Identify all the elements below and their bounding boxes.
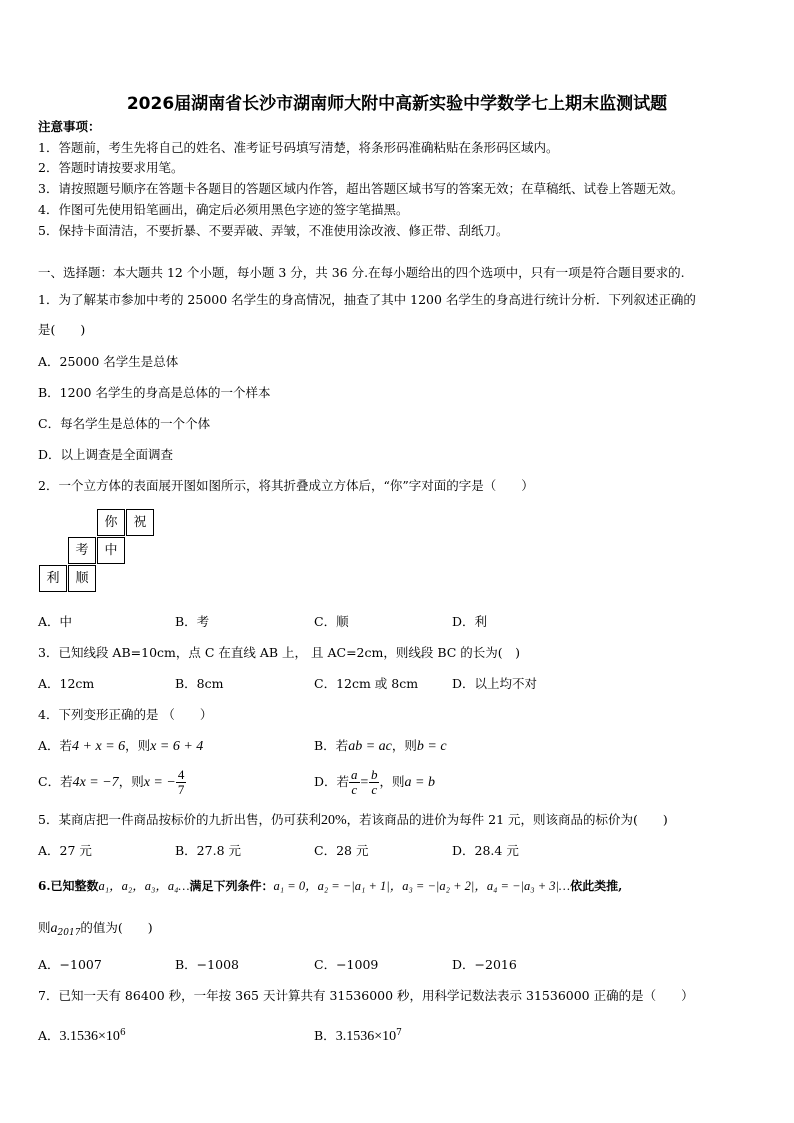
q7-b-prefix: B． [314,1028,336,1043]
q5-option-a: A．27 元 [38,843,92,858]
q2-stem: 2．一个立方体的表面展开图如图所示，将其折叠成立方体后，“你”字对面的字是（ ） [38,478,534,493]
q4-option-b [314,738,447,755]
q4-c-equation: 4x = −7 [72,775,119,790]
page-title: 2026届湖南省长沙市湖南师大附中高新实验中学数学七上期末监测试题 [126,94,668,114]
q2-option-a: A．中 [38,614,73,629]
q1-stem-line2: 是( ) [38,322,86,337]
q1-stem-line1: 1．为了解某市参加中考的 25000 名学生的身高情况，抽查了其中 1200 名学生的身高进行统计分析．下列叙述正确的 [38,292,696,307]
q3-option-d: D．以上均不对 [452,676,538,691]
q4-d-then: ，则 [379,774,405,789]
q2-option-b: B．考 [175,614,210,629]
q4-a-prefix: A．若 [38,738,73,753]
q5-option-d: D．28.4 元 [452,843,519,858]
net-cell: 考 [68,537,96,564]
notice-item-5: 5．保持卡面清洁，不要折暴、不要弄破、弄皱，不准使用涂改液、修正带、刮纸刀。 [38,223,509,238]
fraction-denominator: c [371,782,378,797]
q5-stem-part2: ，若该商品的进价为每件 21 元，则该商品的标价为( ) [346,812,668,827]
notice-heading: 注意事项： [38,119,101,134]
q6-stem-part2: 满足下列条件： [189,879,274,893]
q7-a-base: 3.1536×10 [59,1029,120,1044]
q5-option-b: B．27.8 元 [175,843,241,858]
notice-item-1: 1．答题前，考生先将自己的姓名、准考证号码填写清楚，将条形码准确粘贴在条形码区域内。 [38,140,559,155]
q6-question: 的值为( ) [80,920,153,935]
q5-stem-part1: 5．某商店把一件商品按标价的九折出售，仍可获利 [38,812,321,827]
q7-option-a [38,1025,126,1045]
fraction-numerator: a [351,767,358,782]
net-cell: 利 [39,565,67,592]
fraction-denominator: 7 [177,782,185,797]
q3-option-c: C．12cm 或 8cm [314,676,419,691]
notice-item-2: 2．答题时请按要求用笔。 [38,160,184,175]
q6-then: 则 [38,920,51,935]
q1-option-c: C．每名学生是总体的一个个体 [38,416,211,431]
q6-stem-line1 [38,878,622,894]
section-heading: 一、选择题：本大题共 12 个小题，每小题 3 分，共 36 分.在每小题给出的四个选项中，只有一项是符合题目要求的. [38,265,685,280]
q5-percent: 20% [320,813,347,828]
q4-b-prefix: B．若 [314,738,349,753]
q3-option-a: A．12cm [38,676,95,691]
q4-c-result: x = − [143,775,176,790]
q4-d-equals: = [359,775,369,790]
q4-stem: 4．下列变形正确的是 （ ） [38,707,213,722]
q6-option-a: A．−1007 [38,957,102,972]
q2-option-d: D．利 [452,614,488,629]
fraction-numerator: b [370,767,378,782]
fraction-denominator: c [351,782,358,797]
q3-stem: 3．已知线段 AB=10cm，点 C 在直线 AB 上， 且 AC=2cm，则线段 BC 的长为( ) [38,645,521,660]
q4-option-c [38,765,186,800]
q4-a-result: x = 6 + 4 [150,739,204,754]
q4-d-fraction-1 [349,768,360,797]
q4-d-result: a = b [404,775,435,790]
q1-option-d: D．以上调查是全面调查 [38,447,174,462]
q5-stem [38,812,668,829]
q6-stem-part3: 依此类推, [570,879,623,893]
q4-a-equation: 4 + x = 6 [72,739,126,754]
q1-option-a: A．25000 名学生是总体 [38,354,179,369]
q4-d-prefix: D．若 [314,774,350,789]
q7-b-base: 3.1536×10 [335,1029,397,1044]
net-cell: 祝 [126,509,154,536]
q6-option-b: B．−1008 [175,957,239,972]
q4-b-then: ，则 [391,738,417,753]
q6-option-c: C．−1009 [314,957,379,972]
q6-sequence: a₁，a₂，a₃，a₄… [98,879,190,893]
fraction-numerator: 4 [177,767,185,782]
q1-option-b: B．1200 名学生的身高是总体的一个样本 [38,385,271,400]
q4-c-then: ，则 [118,774,144,789]
q4-option-d [314,765,435,800]
q6-option-d: D．−2016 [452,957,517,972]
notice-item-4: 4．作图可先使用铅笔画出，确定后必须用黑色字迹的签字笔描黑。 [38,202,409,217]
q4-b-equation: ab = ac [348,739,392,754]
q7-b-exponent: 7 [396,1028,402,1038]
net-cell: 顺 [68,565,96,592]
q4-c-prefix: C．若 [38,774,73,789]
q7-a-prefix: A． [38,1028,60,1043]
q4-a-then: ，则 [125,738,151,753]
q4-c-fraction [176,768,187,797]
q7-a-exponent: 6 [119,1028,126,1038]
q4-b-result: b = c [416,739,447,754]
q4-d-fraction-2 [369,768,380,797]
net-cell: 你 [97,509,125,536]
net-cell: 中 [97,537,125,564]
q5-option-c: C．28 元 [314,843,369,858]
q4-option-a [38,738,203,755]
q6-variable: a [50,921,58,936]
q3-option-b: B．8cm [175,676,224,691]
q6-conditions: a₁ = 0，a₂ = −|a₁ + 1|，a₃ = −|a₂ + 2|，a₄ = −|a₃ + 3|… [273,879,571,893]
q6-stem-line2 [38,920,153,941]
notice-item-3: 3．请按照题号顺序在答题卡各题目的答题区域内作答，超出答题区域书写的答案无效；在草稿纸、试卷上答题无效。 [38,181,684,196]
q7-option-b [314,1025,402,1045]
q6-subscript: 2017 [57,928,81,938]
q7-stem: 7．已知一天有 86400 秒，一年按 365 天计算共有 31536000 秒，用科学记数法表示 31536000 正确的是（ ） [38,988,694,1003]
q6-stem-part1: 6.已知整数 [38,879,99,893]
q2-option-c: C．顺 [314,614,349,629]
